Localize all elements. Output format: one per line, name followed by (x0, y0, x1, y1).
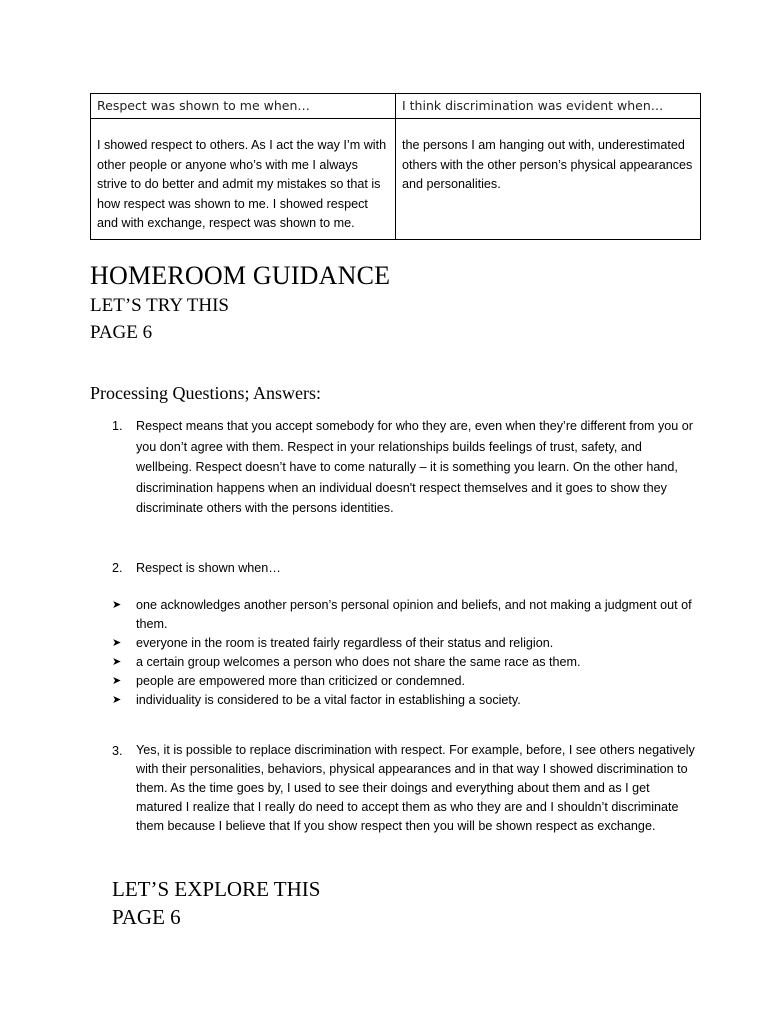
table-cell-discrimination: the persons I am hanging out with, underestimated others with the other person’s physical appearances and personalities. (396, 119, 701, 240)
list-item: ➤ a certain group welcomes a person who does not share the same race as them. (112, 653, 702, 672)
answer-3-number: 3. (112, 744, 123, 758)
list-item: ➤ one acknowledges another person’s personal opinion and beliefs, and not making a judgment out of them. (112, 598, 692, 631)
list-item: ➤ individuality is considered to be a vital factor in establishing a society. (112, 691, 702, 710)
arrow-bullet-icon: ➤ (112, 675, 122, 687)
page-title: HOMEROOM GUIDANCE (90, 261, 391, 290)
table-header-respect: Respect was shown to me when… (91, 94, 396, 119)
table-header-row (91, 94, 701, 119)
arrow-bullet-icon: ➤ (112, 694, 122, 706)
arrow-bullet-icon: ➤ (112, 656, 122, 668)
table-row (91, 119, 701, 240)
list-item: ➤ everyone in the room is treated fairly regardless of their status and religion. (112, 634, 702, 653)
explore-title: LET’S EXPLORE THIS (112, 877, 321, 901)
explore-page: PAGE 6 (112, 905, 181, 929)
arrow-bullet-icon: ➤ (112, 637, 122, 649)
answer-1-text: Respect means that you accept somebody for who they are, even when they’re different from you or you don’t agree with them. Respect in your relationships builds feelings of trust, safety, and wellbeing. Respect doesn’t have to come naturally – it is something you learn. On the other hand, discrimination happens when an individual doesn't respect themselves and it goes to show they discriminate others with the persons identities. (136, 419, 693, 515)
answer-2-number: 2. (112, 561, 123, 575)
answer-2-text: Respect is shown when… (136, 561, 281, 575)
answer-1-number: 1. (112, 419, 123, 433)
table-header-discrimination: I think discrimination was evident when… (396, 94, 701, 119)
table-cell-respect: I showed respect to others. As I act the way I’m with other people or anyone who’s with me I always strive to do better and admit my mistakes so that is how respect was shown to me. I showed respect and with exchange, respect was shown to me. (91, 119, 396, 240)
section-title: LET’S TRY THIS (90, 295, 229, 316)
respect-bullet-list (112, 596, 702, 710)
section-page: PAGE 6 (90, 322, 153, 343)
list-item: ➤ people are empowered more than criticized or condemned. (112, 672, 702, 691)
arrow-bullet-icon: ➤ (112, 599, 122, 611)
processing-heading: Processing Questions; Answers: (90, 383, 321, 403)
respect-table (90, 93, 701, 240)
answer-3-text: Yes, it is possible to replace discrimination with respect. For example, before, I see others negatively with their personalities, behaviors, physical appearances and in that way I showed discrimination to them. As the time goes by, I used to see their doings and everything about them and as I get matured I realize that I really do need to accept them as who they are and I shouldn’t discriminate them because I believe that If you show respect then you will be shown respect as exchange. (136, 743, 695, 833)
